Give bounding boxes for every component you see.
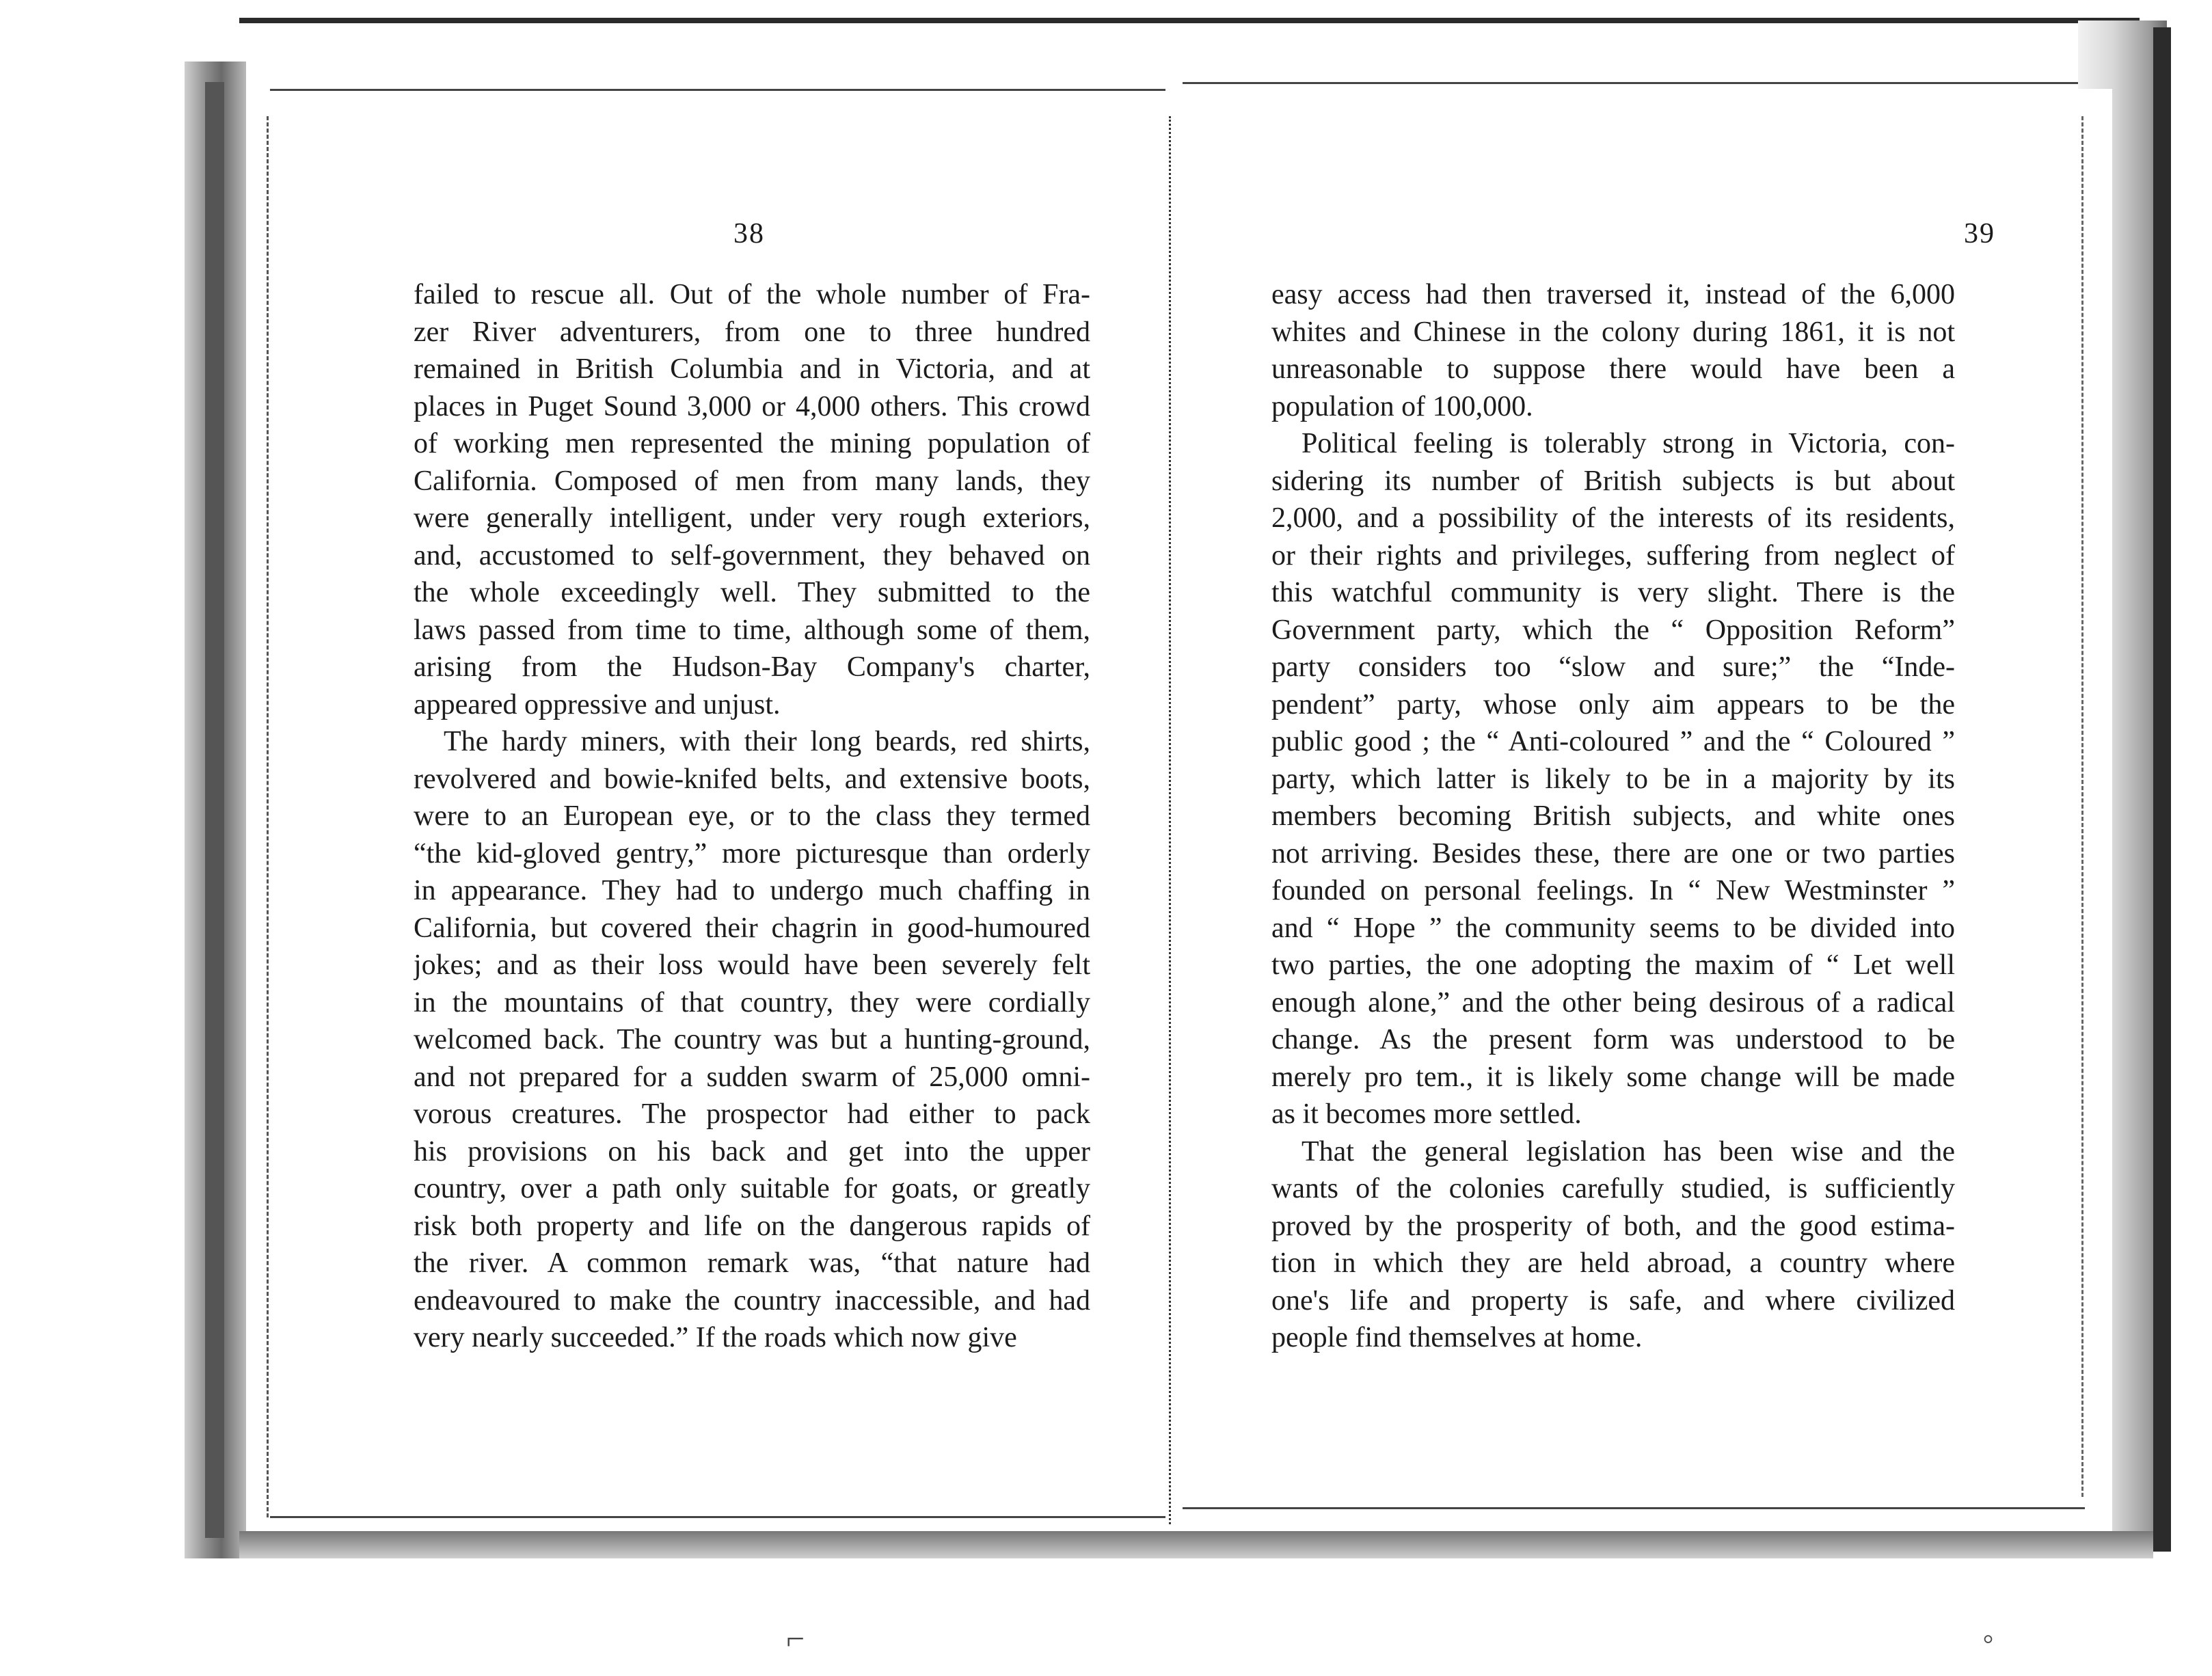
text-line: in the mountains of that country, they were cordially [414,986,1090,1018]
book-bottom-edge [239,1531,2153,1558]
text-line: places in Puget Sound 3,000 or 4,000 others. This crowd [414,390,1090,422]
text-line: as it becomes more settled. [1271,1098,1582,1130]
text-line: were generally intelligent, under very rough exteriors, [414,502,1090,534]
text-line: people find themselves at home. [1271,1322,1643,1353]
text-line: The hardy miners, with their long beards, red shirts, [444,726,1090,757]
text-line: founded on personal feelings. In “ New Westminster ” [1271,875,1955,906]
book-top-edge [239,18,2140,23]
text-line: very nearly succeeded.” If the roads which now give [414,1322,1017,1353]
text-line: zer River adventurers, from one to three hundred [414,316,1090,348]
text-line: the whole exceedingly well. They submitted to the [414,577,1090,608]
text-line: laws passed from time to time, although some of them, [414,614,1090,646]
scan-smudge-mark: ◦ [1982,1621,1995,1657]
text-line: not arriving. Besides these, there are one or two parties [1271,837,1955,869]
text-line: tion in which they are held abroad, a country where [1271,1247,1955,1279]
right-page-bottom-rule [1183,1507,2085,1509]
text-line: population of 100,000. [1271,390,1533,422]
text-line: easy access had then traversed it, instead of the 6,000 [1271,279,1955,310]
text-line: the river. A common remark was, “that nature had [414,1247,1090,1279]
text-line: enough alone,” and the other being desirous of a radical [1271,986,1955,1018]
text-line: change. As the present form was understood to be [1271,1024,1955,1055]
text-line: Political feeling is tolerably strong in Victoria, con- [1301,428,1955,459]
text-line: one's life and property is safe, and where civilized [1271,1284,1955,1316]
text-line: remained in British Columbia and in Victoria, and at [414,353,1090,385]
text-line: vorous creatures. The prospector had either to pack [414,1098,1090,1130]
left-page-bottom-rule [270,1516,1165,1518]
left-page-body-text [414,276,1090,1357]
left-page-top-rule [270,89,1165,91]
text-line: whites and Chinese in the colony during 1861, it is not [1271,316,1955,348]
book-spine-shadow [205,82,224,1538]
text-line: or their rights and privileges, suffering from neglect of [1271,539,1955,571]
left-page-number: 38 [733,218,765,249]
text-line: pendent” party, whose only aim appears to be the [1271,688,1955,720]
text-line: and, accustomed to self-government, they behaved on [414,539,1090,571]
text-line: of working men represented the mining population of [414,428,1090,459]
text-line: two parties, the one adopting the maxim of “ Let well [1271,949,1955,981]
text-line: risk both property and life on the dangerous rapids of [414,1210,1090,1242]
text-line: appeared oppressive and unjust. [414,688,781,720]
text-line: party, which latter is likely to be in a majority by its [1271,763,1955,795]
text-line: members becoming British subjects, and white ones [1271,800,1955,832]
text-line: were to an European eye, or to the class they termed [414,800,1090,832]
text-line: and “ Hope ” the community seems to be divided into [1271,912,1955,944]
right-page-body-text [1271,276,1955,1357]
text-line: endeavoured to make the country inaccessible, and had [414,1284,1090,1316]
text-line: proved by the prosperity of both, and the good estima- [1271,1210,1955,1242]
text-line: and not prepared for a sudden swarm of 25,000 omni- [414,1061,1090,1093]
text-line: Government party, which the “ Opposition Reform” [1271,614,1955,646]
text-line: failed to rescue all. Out of the whole number of Fra- [414,279,1090,310]
text-line: jokes; and as their loss would have been severely felt [414,949,1090,981]
text-line: That the general legislation has been wise and the [1301,1135,1955,1167]
text-line: welcomed back. The country was but a hunting-ground, [414,1024,1090,1055]
text-line: arising from the Hudson-Bay Company's charter, [414,651,1090,683]
text-line: party considers too “slow and sure;” the “Inde- [1271,651,1955,683]
text-line: merely pro tem., it is likely some change will be made [1271,1061,1955,1093]
left-page-margin-line [267,116,271,1517]
text-line: wants of the colonies carefully studied, is sufficiently [1271,1173,1955,1204]
text-line: sidering its number of British subjects is but about [1271,465,1955,497]
center-gutter [1169,116,1176,1524]
text-line: public good ; the “ Anti-coloured ” and the “ Coloured ” [1271,726,1955,757]
text-line: 2,000, and a possibility of the interests of its residents, [1271,502,1955,534]
text-line: this watchful community is very slight. There is the [1271,577,1955,608]
text-line: his provisions on his back and get into the upper [414,1135,1090,1167]
text-line: in appearance. They had to undergo much chaffing in [414,875,1090,906]
right-page-margin-line [2081,116,2086,1497]
scan-smudge-mark: ⌐ [786,1621,805,1657]
text-line: unreasonable to suppose there would have been a [1271,353,1955,385]
text-line: California, but covered their chagrin in good-humoured [414,912,1090,944]
text-line: “the kid-gloved gentry,” more picturesque than orderly [414,837,1090,869]
text-line: revolvered and bowie-knifed belts, and extensive boots, [414,763,1090,795]
right-page-number: 39 [1964,218,1995,249]
right-page-top-rule [1183,82,2078,84]
text-line: country, over a path only suitable for goats, or greatly [414,1173,1090,1204]
text-line: California. Composed of men from many lands, they [414,465,1090,497]
book-cover-right-edge [2153,27,2171,1552]
